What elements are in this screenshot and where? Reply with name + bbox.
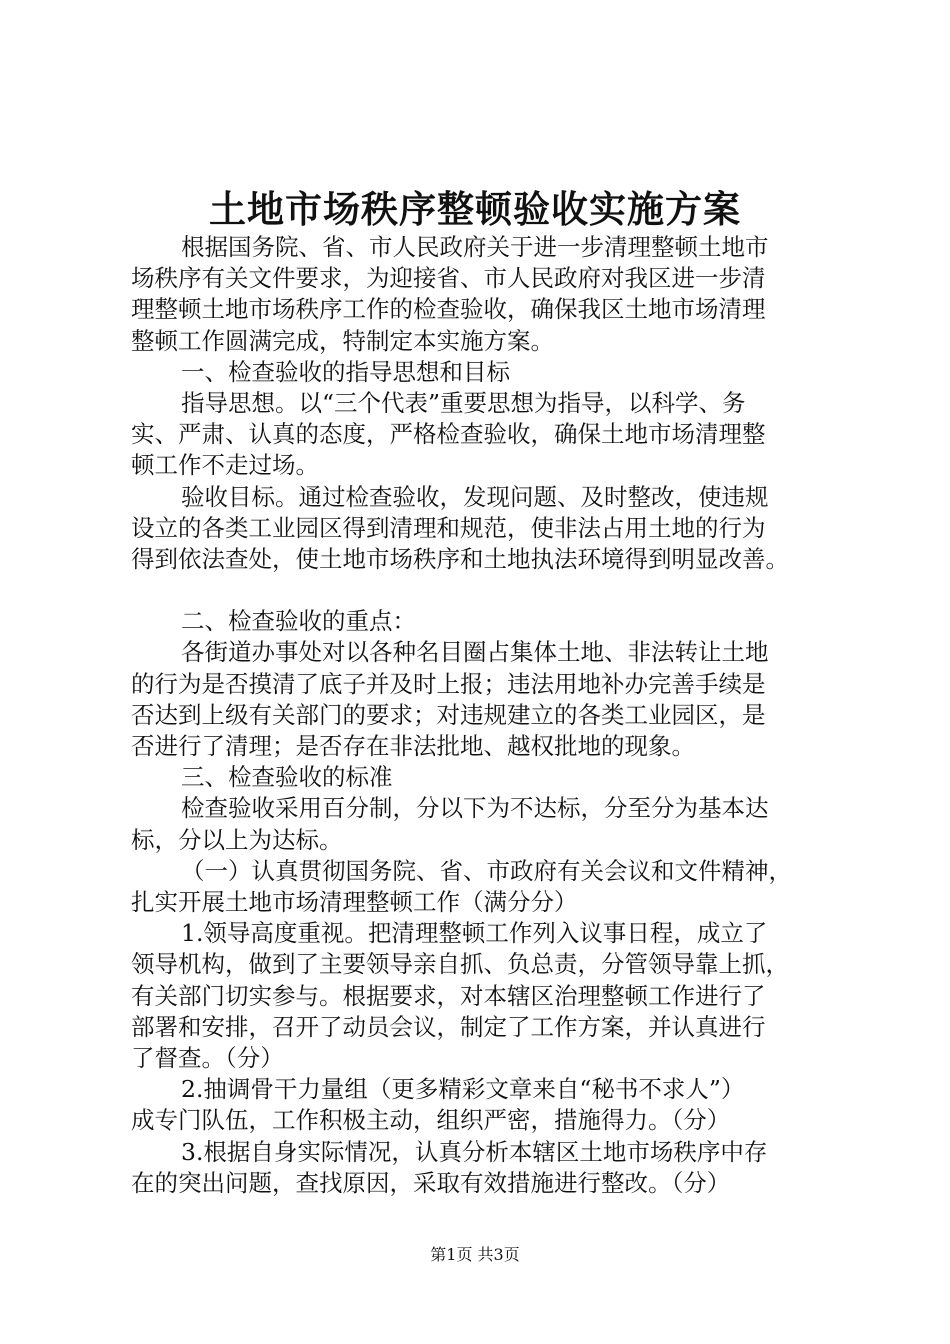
text-line: 实、严肃、认真的态度，严格检查验收，确保土地市场清理整 — [131, 420, 766, 449]
text-line: 理整顿土地市场秩序工作的检查验收，确保我区土地市场清理 — [131, 295, 766, 324]
text-line: 的行为是否摸清了底子并及时上报；违法用地补办完善手续是 — [131, 669, 766, 698]
text-line: 了督查。（分） — [131, 1044, 284, 1073]
text-line: 领导机构，做到了主要领导亲自抓、负总责，分管领导靠上抓， — [131, 950, 789, 979]
text-line: 成专门队伍，工作积极主动，组织严密，措施得力。（分） — [131, 1106, 731, 1135]
list-item: 3.根据自身实际情况，认真分析本辖区土地市场秩序中存 — [181, 1137, 768, 1166]
text-line: 各街道办事处对以各种名目圈占集体土地、非法转让土地 — [181, 638, 769, 667]
text-line: 根据国务院、省、市人民政府关于进一步清理整顿土地市 — [181, 233, 769, 261]
section-heading: 三、检查验收的标准 — [181, 763, 393, 792]
document-title: 土地市场秩序整顿验收实施方案 — [209, 187, 741, 231]
subsection-heading: （一）认真贯彻国务院、省、市政府有关会议和文件精神， — [181, 856, 792, 885]
text-line: 得到依法查处，使土地市场秩序和土地执法环境得到明显改善。 — [131, 545, 789, 574]
paragraph-gap — [131, 575, 871, 606]
text-line: 场秩序有关文件要求，为迎接省、市人民政府对我区进一步清 — [131, 264, 766, 293]
text-line: 顿工作不走过场。 — [131, 451, 319, 480]
text-line: 标，分以上为达标。 — [131, 825, 343, 854]
page-footer: 第1页 共3页 — [430, 1245, 520, 1264]
text-line: 有关部门切实参与。根据要求，对本辖区治理整顿工作进行了 — [131, 981, 766, 1010]
text-line: 在的突出问题，查找原因，采取有效措施进行整改。（分） — [131, 1168, 731, 1197]
list-item: 2.抽调骨干力量组（更多精彩文章来自“秘书不求人”） — [181, 1075, 745, 1104]
section-heading: 二、检查验收的重点： — [181, 607, 416, 636]
text-line: 否达到上级有关部门的要求；对违规建立的各类工业园区，是 — [131, 700, 766, 729]
text-line: 指导思想。以“三个代表”重要思想为指导，以科学、务 — [181, 389, 746, 418]
text-line: 设立的各类工业园区得到清理和规范，使非法占用土地的行为 — [131, 513, 766, 542]
document-body — [131, 232, 871, 1199]
text-line: 检查验收采用百分制，分以下为不达标，分至分为基本达 — [181, 794, 769, 823]
text-line: 扎实开展土地市场清理整顿工作（满分分） — [131, 888, 578, 917]
text-line: 验收目标。通过检查验收，发现问题、及时整改，使违规 — [181, 482, 769, 511]
list-item: 1.领导高度重视。把清理整顿工作列入议事日程，成立了 — [181, 919, 768, 948]
text-line: 整顿工作圆满完成，特制定本实施方案。 — [131, 326, 554, 355]
text-line: 否进行了清理；是否存在非法批地、越权批地的现象。 — [131, 732, 695, 761]
section-heading: 一、检查验收的指导思想和目标 — [181, 357, 510, 386]
text-line: 部署和安排，召开了动员会议，制定了工作方案，并认真进行 — [131, 1012, 766, 1041]
